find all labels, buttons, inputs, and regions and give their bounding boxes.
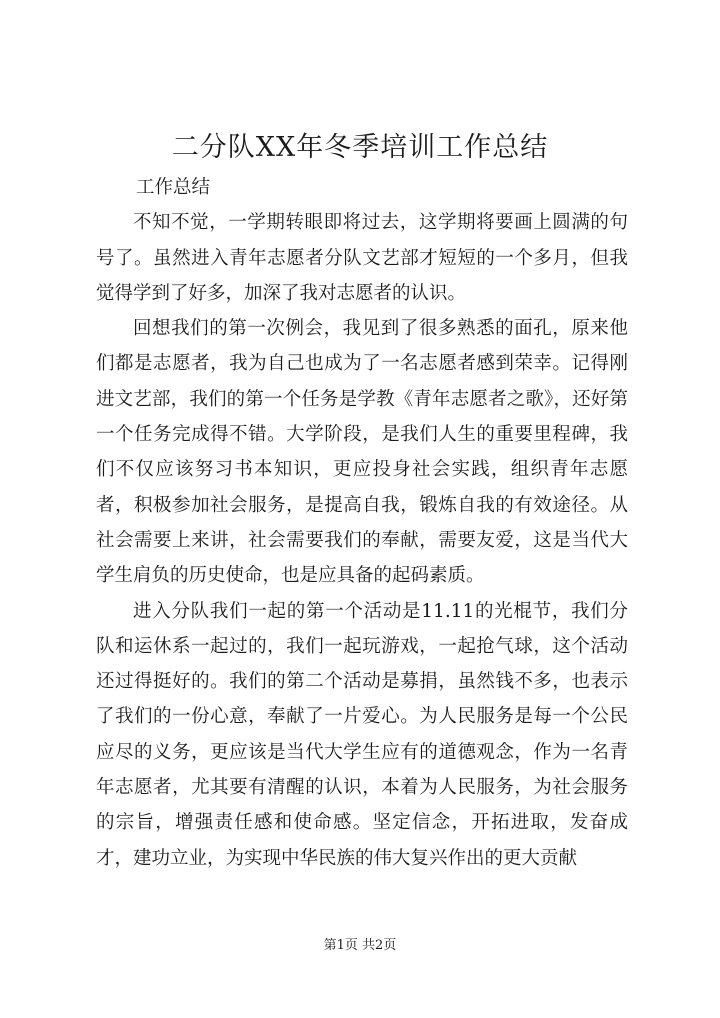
document-body [96,170,628,876]
section-subheading: 工作总结 [136,177,211,198]
document-title: 二分队XX年冬季培训工作总结 [171,132,549,163]
paragraph-3: 进入分队我们一起的第一个活动是11.11的光棍节，我们分队和运休系一起过的，我们一起玩游戏，一起抢气球，这个活动还过得挺好的。我们的第二个活动是募捐，虽然钱不多，也表示了我们的一份心意，奉献了一片爱心。为人民服务是每一个公民应尽的义务，更应该是当代大学生应有的道德观念，作为一名青年志愿者，尤其要有清醒的认识，本着为人民服务，为社会服务的宗旨，增强责任感和使命感。坚定信念，开拓进取，发奋成才，建功立业，为实现中华民族的伟大复兴作出的更大贡献 [96,600,628,869]
paragraph-2: 回想我们的第一次例会，我见到了很多熟悉的面孔，原来他们都是志愿者，我为自己也成为了一名志愿者感到荣幸。记得刚进文艺部，我们的第一个任务是学教《青年志愿者之歌》，还好第一个任务完成得不错。大学阶段，是我们人生的重要里程碑，我们不仅应该努习书本知识，更应投身社会实践，组织青年志愿者，积极参加社会服务，是提高自我，锻炼自我的有效途径。从社会需要上来讲，社会需要我们的奉献，需要友爱，这是当代大学生肩负的历史使命，也是应具备的起码素质。 [96,318,628,587]
paragraph-1: 不知不觉，一学期转眼即将过去，这学期将要画上圆满的句号了。虽然进入青年志愿者分队文艺部才短短的一个多月，但我觉得学到了好多，加深了我对志愿者的认识。 [96,212,628,304]
page-number-footer: 第1页 共2页 [323,938,397,953]
